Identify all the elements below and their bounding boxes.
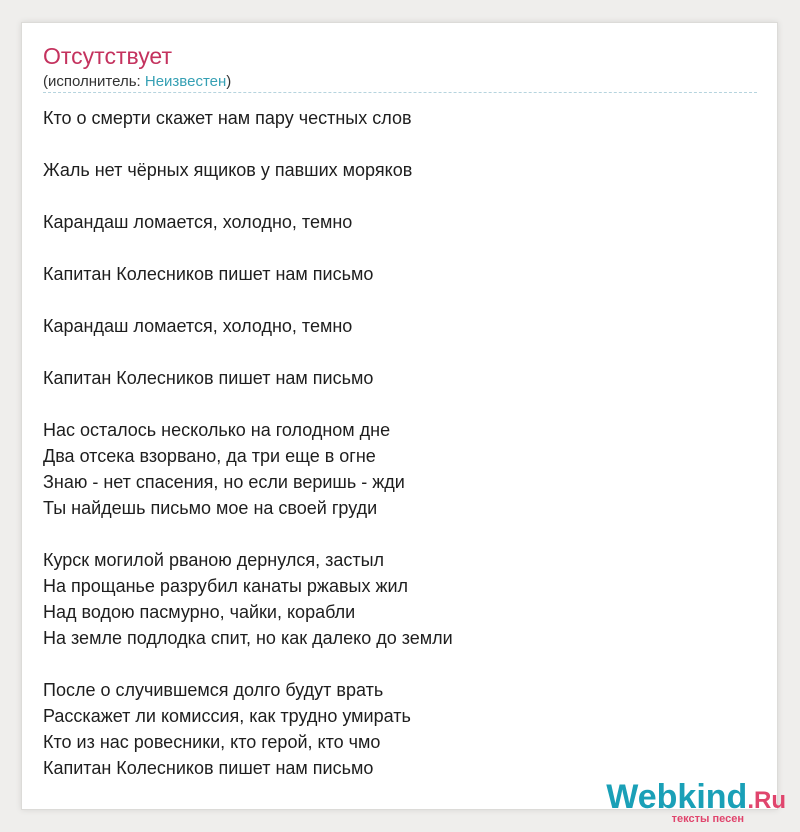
artist-line: [43, 73, 231, 91]
stanza: [43, 105, 757, 131]
lyric-line: Ты найдешь письмо мое на своей груди: [43, 498, 378, 518]
lyric-line: Капитан Колесников пишет нам письмо: [43, 264, 374, 284]
artist-prefix: (исполнитель:: [43, 73, 145, 90]
lyric-line: Кто о смерти скажет нам пару честных слов: [43, 108, 412, 128]
lyric-line: Карандаш ломается, холодно, темно: [43, 212, 353, 232]
stanza: [43, 417, 757, 521]
lyrics-card: [21, 22, 778, 810]
logo-tld: .Ru: [747, 787, 786, 814]
lyric-line: Два отсека взорвано, да три еще в огне: [43, 446, 376, 466]
lyric-line: На прощанье разрубил канаты ржавых жил: [43, 576, 409, 596]
lyric-line: После о случившемся долго будут врать: [43, 680, 384, 700]
stanza: [43, 157, 757, 183]
logo-name: Webkind: [606, 778, 748, 816]
stanza: [43, 261, 757, 287]
lyric-line: На земле подлодка спит, но как далеко до земли: [43, 628, 453, 648]
lyric-line: Капитан Колесников пишет нам письмо: [43, 368, 374, 388]
title-divider: [43, 92, 757, 93]
artist-suffix: ): [226, 73, 232, 90]
stanza: [43, 677, 757, 781]
artist-link[interactable]: Неизвестен: [144, 73, 227, 90]
logo-subtitle: тексты песен: [671, 813, 744, 825]
stanza: [43, 209, 757, 235]
lyric-line: Расскажет ли комиссия, как трудно умирать: [43, 706, 411, 726]
lyric-line: Капитан Колесников пишет нам письмо: [43, 758, 374, 778]
lyric-line: Знаю - нет спасения, но если веришь - жди: [43, 472, 405, 492]
webkind-logo[interactable]: [592, 778, 792, 826]
lyric-line: Кто из нас ровесники, кто герой, кто чмо: [43, 732, 381, 752]
lyric-line: Нас осталось несколько на голодном дне: [43, 420, 391, 440]
stanza: [43, 547, 757, 651]
lyric-line: Жаль нет чёрных ящиков у павших моряков: [43, 160, 413, 180]
stanza: [43, 365, 757, 391]
lyric-line: Над водою пасмурно, чайки, корабли: [43, 602, 356, 622]
stanza: [43, 313, 757, 339]
song-title: Отсутствует: [43, 43, 172, 69]
lyric-line: Курск могилой рваною дернулся, застыл: [43, 550, 385, 570]
lyrics-body: [43, 105, 757, 807]
lyric-line: Карандаш ломается, холодно, темно: [43, 316, 353, 336]
